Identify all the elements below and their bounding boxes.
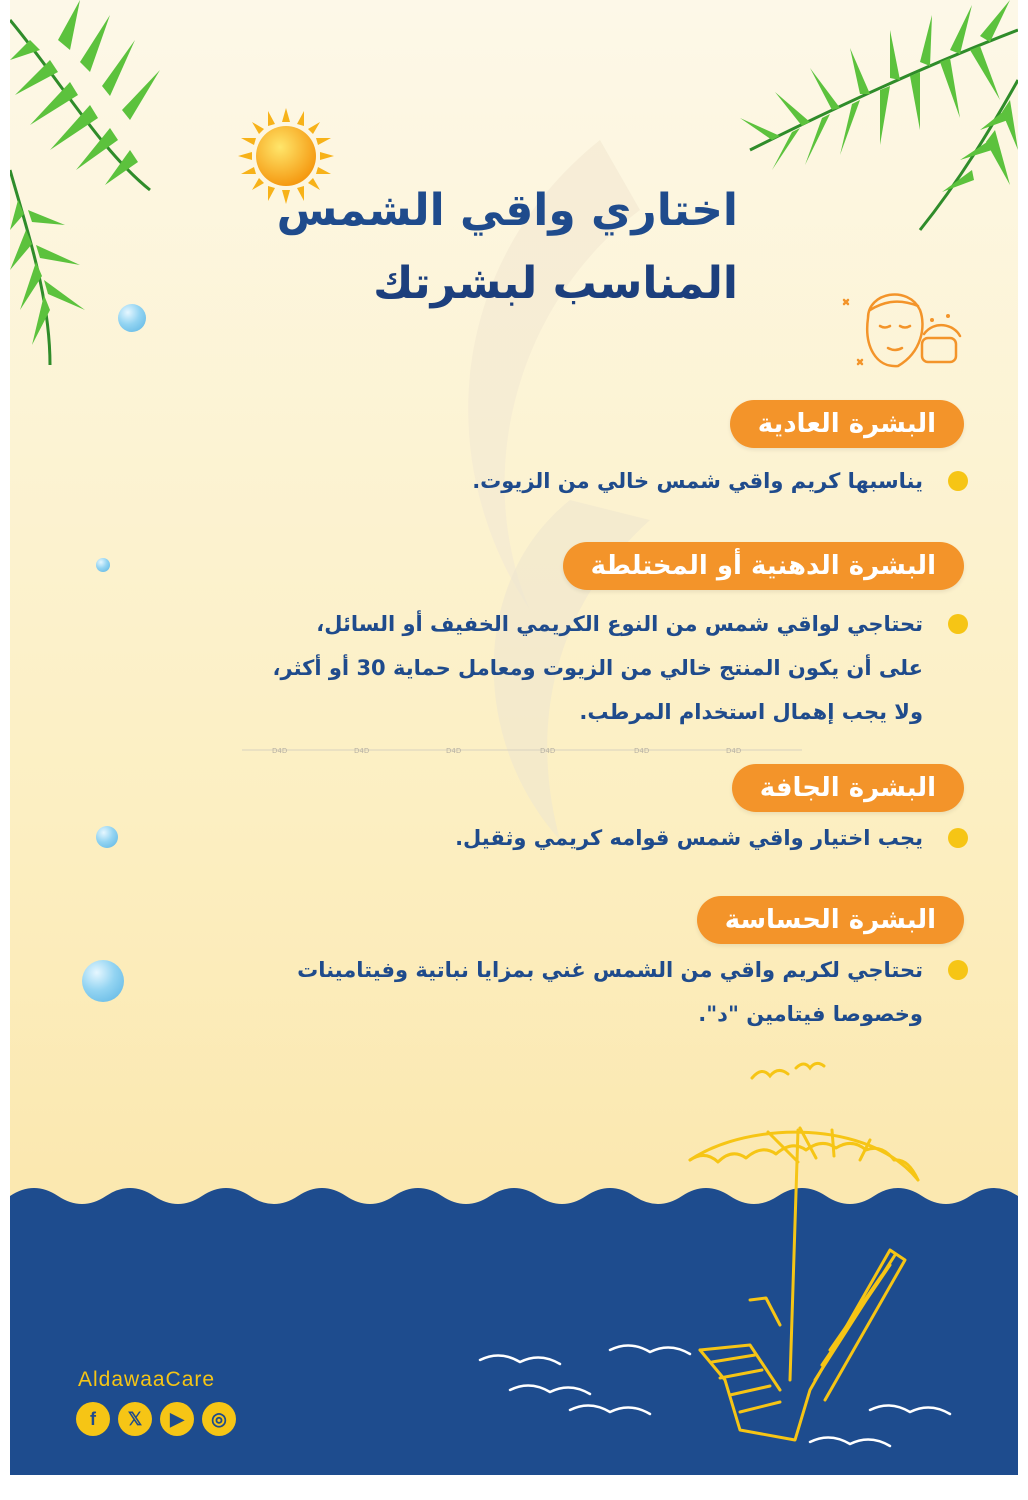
- section-heading-sensitive-skin: البشرة الحساسة: [697, 896, 964, 944]
- instagram-icon[interactable]: ◎: [202, 1402, 236, 1436]
- watermark-text: D4D: [540, 747, 556, 755]
- palm-leaf-left-icon: [10, 0, 170, 370]
- section-text-dry-skin: [455, 816, 923, 860]
- bubble-decoration: [82, 960, 124, 1002]
- watermark-text: D4D: [272, 747, 288, 755]
- social-links: [76, 1402, 236, 1436]
- section-heading-dry-skin: البشرة الجافة: [732, 764, 964, 812]
- bubble-decoration: [96, 826, 118, 848]
- brand-name: AldawaaCare: [78, 1368, 216, 1391]
- skincare-face-icon: [838, 280, 968, 380]
- section-text-sensitive-skin: [297, 948, 923, 1036]
- poster: [10, 0, 1018, 1475]
- watermark-text: D4D: [726, 747, 742, 755]
- youtube-icon[interactable]: ▶: [160, 1402, 194, 1436]
- bullet-dot: [948, 828, 968, 848]
- text-line: ولا يجب إهمال استخدام المرطب.: [579, 700, 923, 724]
- text-line: وخصوصا فيتامين "د".: [698, 1002, 923, 1026]
- watermark-text: D4D: [634, 747, 650, 755]
- bubble-decoration: [96, 558, 110, 572]
- bubble-decoration: [118, 304, 146, 332]
- facebook-icon[interactable]: f: [76, 1402, 110, 1436]
- section-text-normal-skin: [472, 459, 923, 503]
- page-title-line1: اختاري واقي الشمس: [276, 185, 738, 236]
- text-line: تحتاجي لكريم واقي من الشمس غني بمزايا نباتية وفيتامينات: [297, 958, 923, 982]
- text-line: تحتاجي لواقي شمس من النوع الكريمي الخفيف أو السائل،: [316, 612, 923, 636]
- bullet-dot: [948, 960, 968, 980]
- watermark-strip: [242, 744, 802, 756]
- beach-umbrella-chair-illustration: [450, 1050, 990, 1475]
- section-text-oily-skin: [273, 602, 923, 734]
- x-icon[interactable]: 𝕏: [118, 1402, 152, 1436]
- seagulls-icon: [750, 1058, 830, 1098]
- text-line: يجب اختيار واقي شمس قوامه كريمي وثقيل.: [455, 826, 923, 850]
- text-line: يناسبها كريم واقي شمس خالي من الزيوت.: [472, 469, 923, 493]
- bullet-dot: [948, 614, 968, 634]
- bullet-dot: [948, 471, 968, 491]
- palm-leaf-right-icon: [710, 0, 1018, 240]
- page-title-line2: المناسب لبشرتك: [373, 258, 738, 309]
- section-heading-normal-skin: البشرة العادية: [730, 400, 964, 448]
- section-heading-oily-skin: البشرة الدهنية أو المختلطة: [563, 542, 964, 590]
- watermark-text: D4D: [354, 747, 370, 755]
- watermark-text: D4D: [446, 747, 462, 755]
- text-line: على أن يكون المنتج خالي من الزيوت ومعامل حماية 30 أو أكثر،: [272, 656, 923, 680]
